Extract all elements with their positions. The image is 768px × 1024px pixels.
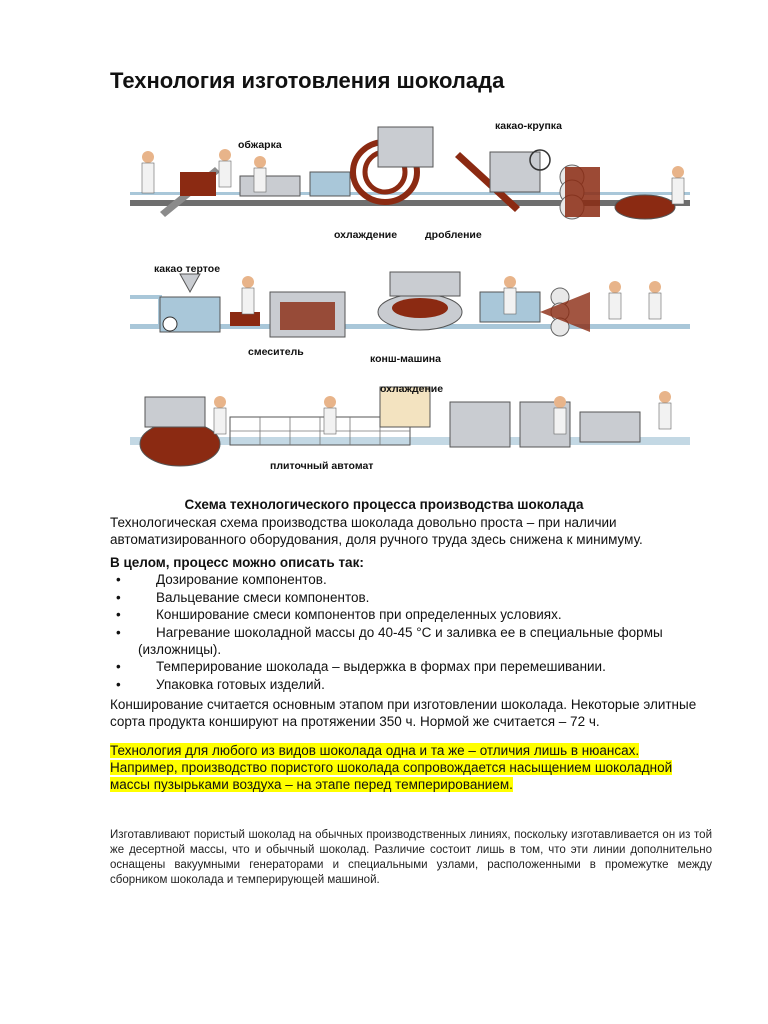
highlight-text: Технология для любого из видов шоколада одна и та же – отличия лишь в нюансах. Например, производство пористого шоколада сопровождается насыщением шоколадной массы пузырьками воздуха – на этапе перед темперированием. xyxy=(110,743,673,792)
label-mixer: смеситель xyxy=(248,346,304,358)
conching-paragraph: Конширование считается основным этапом при изготовлении шоколада. Некоторые элитные сорта продукта коншируют на протяжении 350 ч. Нормой же считается – 72 ч. xyxy=(110,697,697,729)
label-cooling-2: охлаждение xyxy=(380,383,444,395)
list-item: • Конширование смеси компонентов при определенных условиях. xyxy=(116,607,562,622)
porous-chocolate-paragraph: Изготавливают пористый шоколад на обычных производственных линиях, поскольку изготавливается он из той же десертной массы, что и обычный шоколад. Различие состоит лишь в том, что эти линии дополнительно оснащены вакуумными генераторами и специальными узлами, расположенными в промежутке между сборником шоколада и темперирующей машиной. xyxy=(110,829,712,886)
list-item-continuation: (изложницы). xyxy=(138,641,222,657)
process-heading: В целом, процесс можно описать так: xyxy=(110,555,364,570)
production-diagram xyxy=(120,112,700,488)
bullet-icon: • xyxy=(116,624,121,640)
label-tile-machine: плиточный автомат xyxy=(270,460,374,472)
diagram-row-2 xyxy=(130,272,690,337)
list-item: • Темперирование шоколада – выдержка в формах при перемешивании. xyxy=(116,659,606,674)
bullet-icon: • xyxy=(116,572,121,587)
label-roasting: обжарка xyxy=(238,139,282,151)
label-cocoa-grits: какао-крупка xyxy=(495,120,562,132)
bullet-icon: • xyxy=(116,676,121,692)
diagram-caption: Схема технологического процесса производства шоколада xyxy=(184,497,584,512)
bullet-icon: • xyxy=(116,589,121,605)
list-item: • Дозирование компонентов. xyxy=(116,572,327,587)
highlighted-paragraph xyxy=(110,742,710,793)
list-item: • Нагревание шоколадной массы до 40-45 °С и заливка ее в специальные формы (изложницы). xyxy=(110,624,720,658)
label-crushing: дробление xyxy=(425,229,482,241)
page-title: Технология изготовления шоколада xyxy=(110,68,505,93)
list-item: • Вальцевание смеси компонентов. xyxy=(116,589,370,605)
list-item: • Упаковка готовых изделий. xyxy=(116,676,325,692)
label-cocoa-liquor: какао тертое xyxy=(154,263,221,275)
process-steps-list xyxy=(110,571,720,693)
bullet-icon: • xyxy=(116,607,121,622)
diagram-row-3 xyxy=(130,387,690,466)
diagram-row-1 xyxy=(130,127,690,219)
bullet-icon: • xyxy=(116,659,121,674)
intro-paragraph: Технологическая схема производства шоколада довольно проста – при наличии автоматизированного оборудования, доля ручного труда здесь снижена к минимуму. xyxy=(110,515,643,547)
label-cooling-1: охлаждение xyxy=(334,229,398,241)
label-conche: конш-машина xyxy=(370,353,441,365)
